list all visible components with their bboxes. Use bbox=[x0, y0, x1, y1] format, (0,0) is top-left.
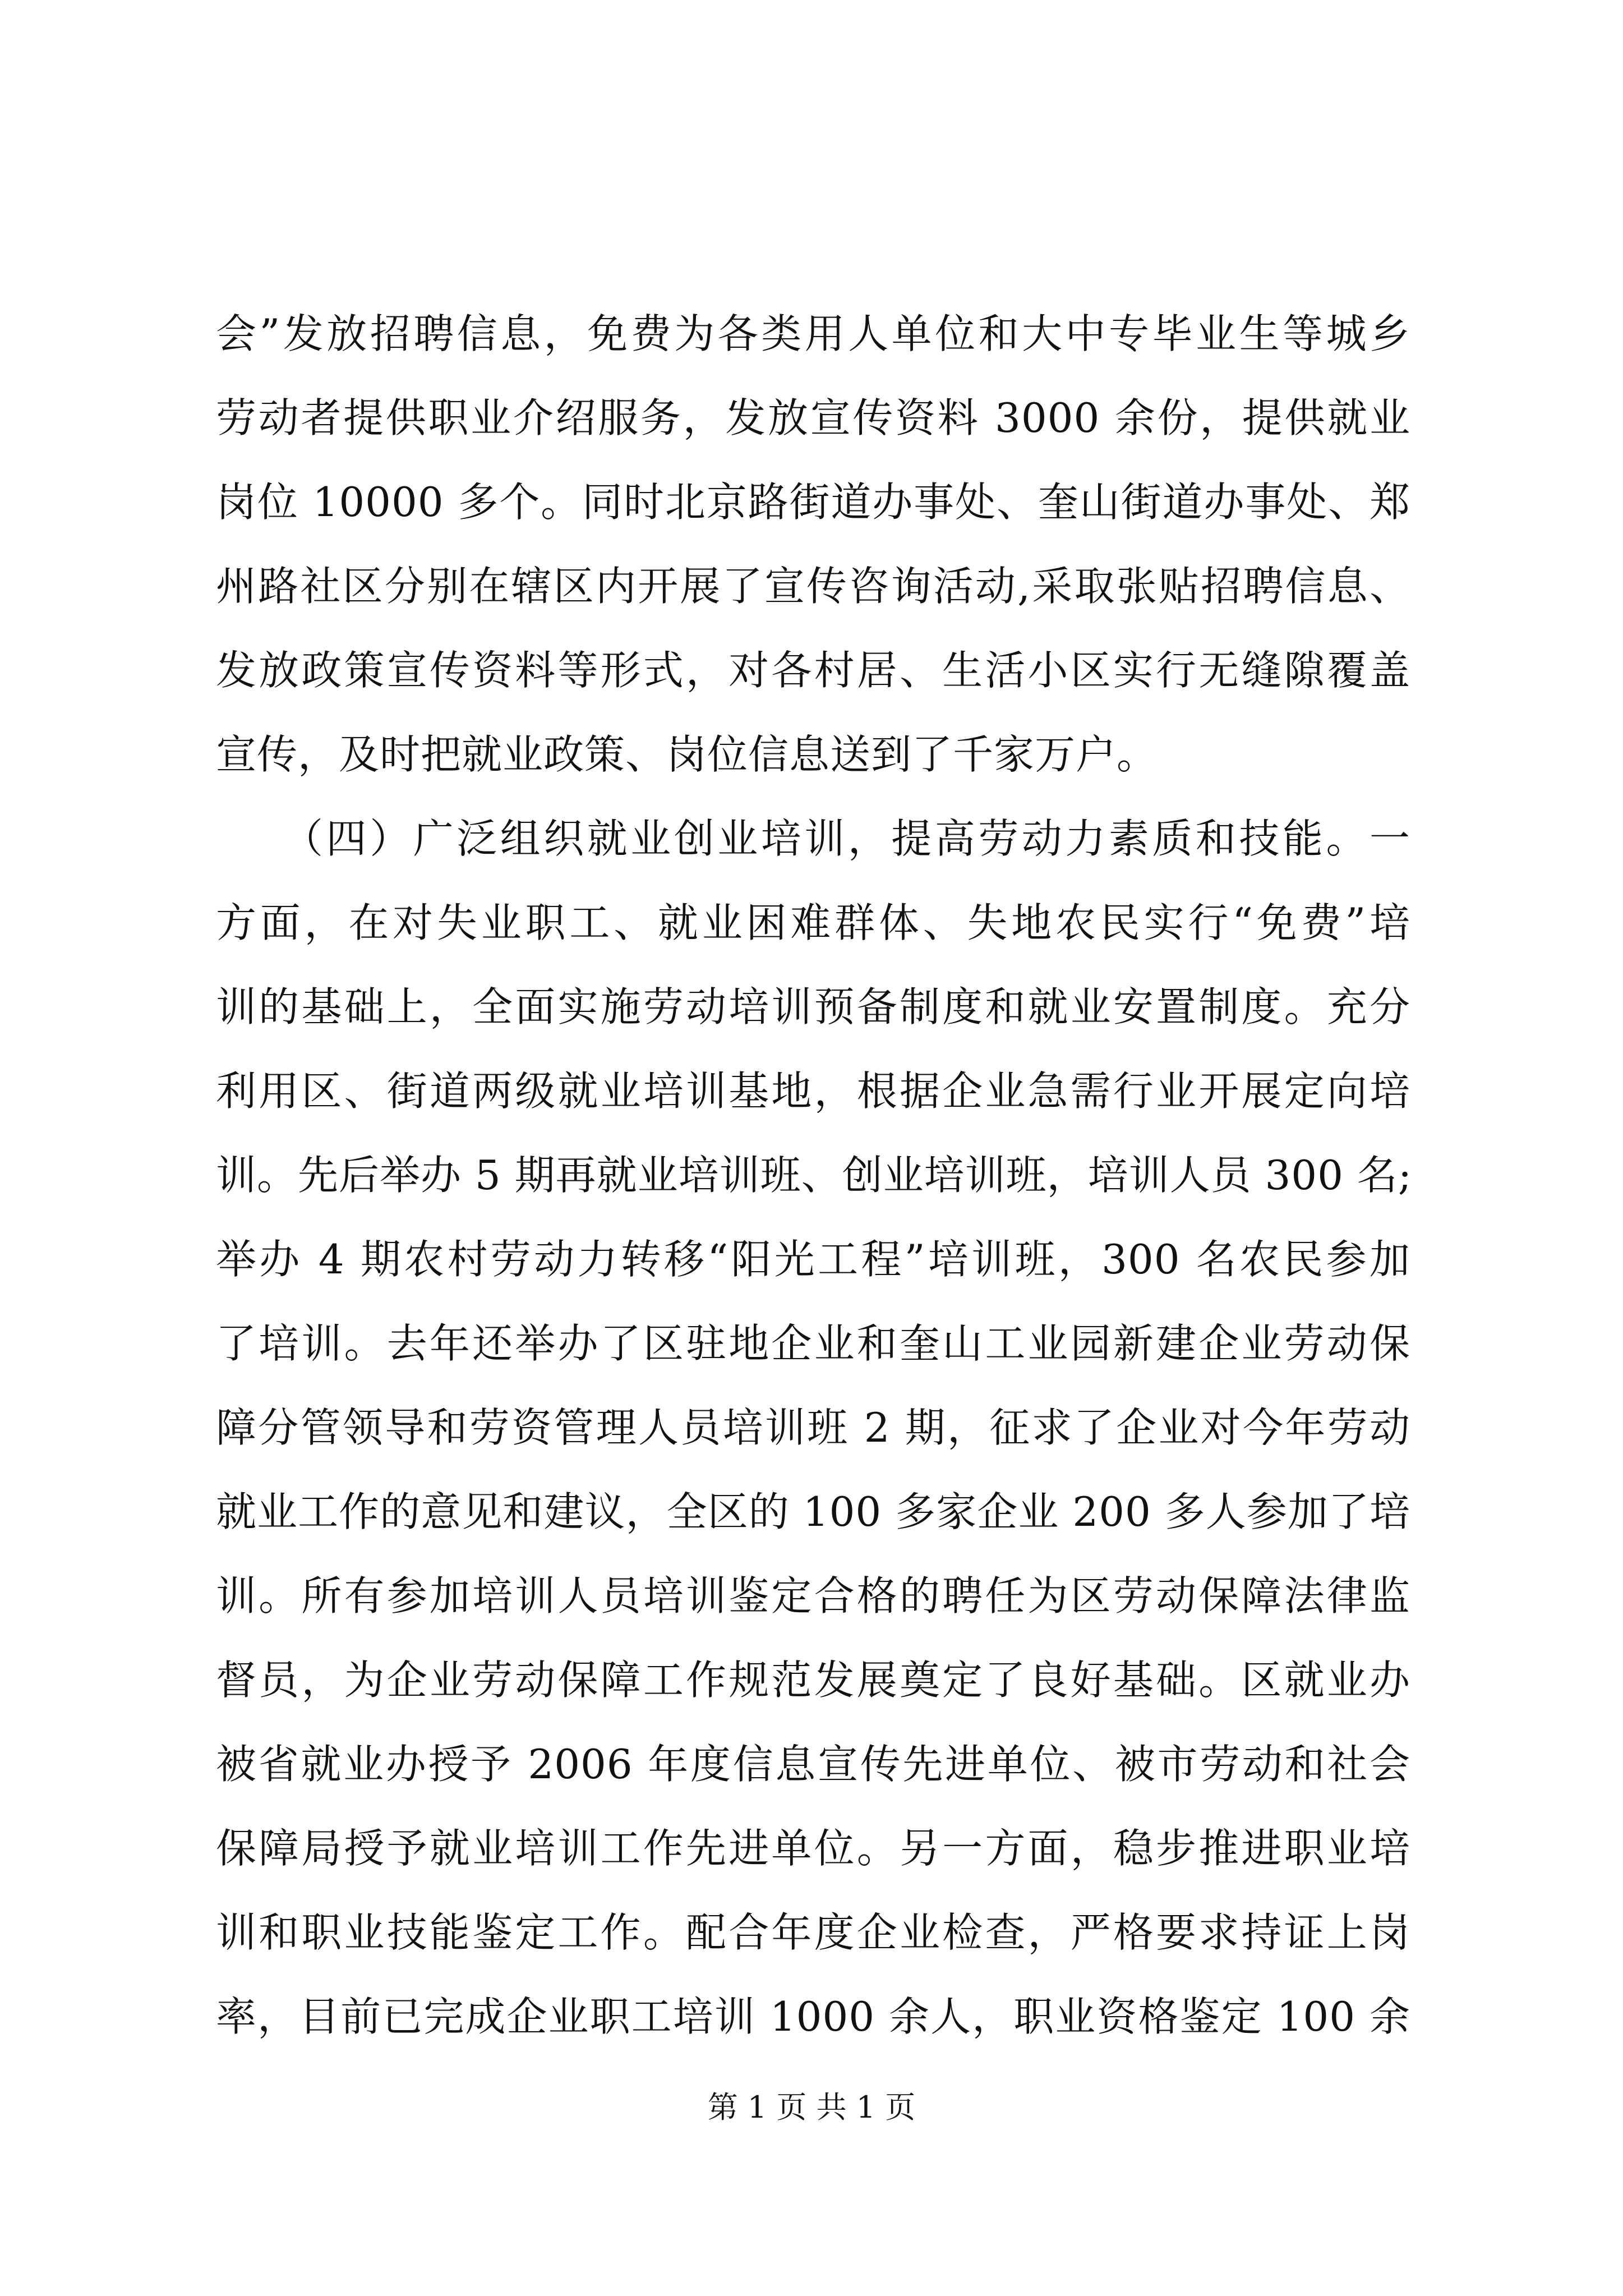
text-line: 训。先后举办 5 期再就业培训班、创业培训班，培训人员 300 名; bbox=[216, 1152, 1413, 1199]
page-number-label: 第 1 页 共 1 页 bbox=[707, 2090, 916, 2125]
text-line: 被省就业办授予 2006 年度信息宣传先进单位、被市劳动和社会 bbox=[216, 1741, 1410, 1788]
text-line: 劳动者提供职业介绍服务，发放宣传资料 3000 余份，提供就业 bbox=[216, 394, 1410, 441]
text-line: 训。所有参加培训人员培训鉴定合格的聘任为区劳动保障法律监 bbox=[216, 1572, 1410, 1619]
page-footer bbox=[0, 2088, 1623, 2127]
text-line: 保障局授予就业培训工作先进单位。另一方面，稳步推进职业培 bbox=[216, 1825, 1410, 1872]
text-line: 会”发放招聘信息，免费为各类用人单位和大中专毕业生等城乡 bbox=[216, 310, 1410, 357]
text-line: （四）广泛组织就业创业培训，提高劳动力素质和技能。一 bbox=[216, 815, 1410, 862]
text-line: 训和职业技能鉴定工作。配合年度企业检查，严格要求持证上岗 bbox=[216, 1909, 1410, 1956]
text-line: 了培训。去年还举办了区驻地企业和奎山工业园新建企业劳动保 bbox=[216, 1320, 1410, 1367]
text-line: 障分管领导和劳资管理人员培训班 2 期，征求了企业对今年劳动 bbox=[216, 1404, 1410, 1451]
document-body bbox=[216, 292, 1413, 2059]
text-line: 训的基础上，全面实施劳动培训预备制度和就业安置制度。充分 bbox=[216, 983, 1410, 1030]
text-line: 发放政策宣传资料等形式，对各村居、生活小区实行无缝隙覆盖 bbox=[216, 647, 1410, 694]
text-line: 督员，为企业劳动保障工作规范发展奠定了良好基础。区就业办 bbox=[216, 1657, 1410, 1704]
text-line: 宣传，及时把就业政策、岗位信息送到了千家万户。 bbox=[216, 731, 1158, 778]
text-line: 利用区、街道两级就业培训基地，根据企业急需行业开展定向培 bbox=[216, 1068, 1410, 1115]
text-line: 就业工作的意见和建议，全区的 100 多家企业 200 多人参加了培 bbox=[216, 1488, 1410, 1535]
text-line: 岗位 10000 多个。同时北京路街道办事处、奎山街道办事处、郑 bbox=[216, 478, 1410, 526]
text-line: 州路社区分别在辖区内开展了宣传咨询活动,采取张贴招聘信息、 bbox=[216, 563, 1410, 610]
text-line: 举办 4 期农村劳动力转移“阳光工程”培训班，300 名农民参加 bbox=[216, 1236, 1410, 1283]
text-line: 率，目前已完成企业职工培训 1000 余人，职业资格鉴定 100 余 bbox=[216, 1993, 1410, 2040]
text-line: 方面，在对失业职工、就业困难群体、失地农民实行“免费”培 bbox=[216, 899, 1410, 946]
